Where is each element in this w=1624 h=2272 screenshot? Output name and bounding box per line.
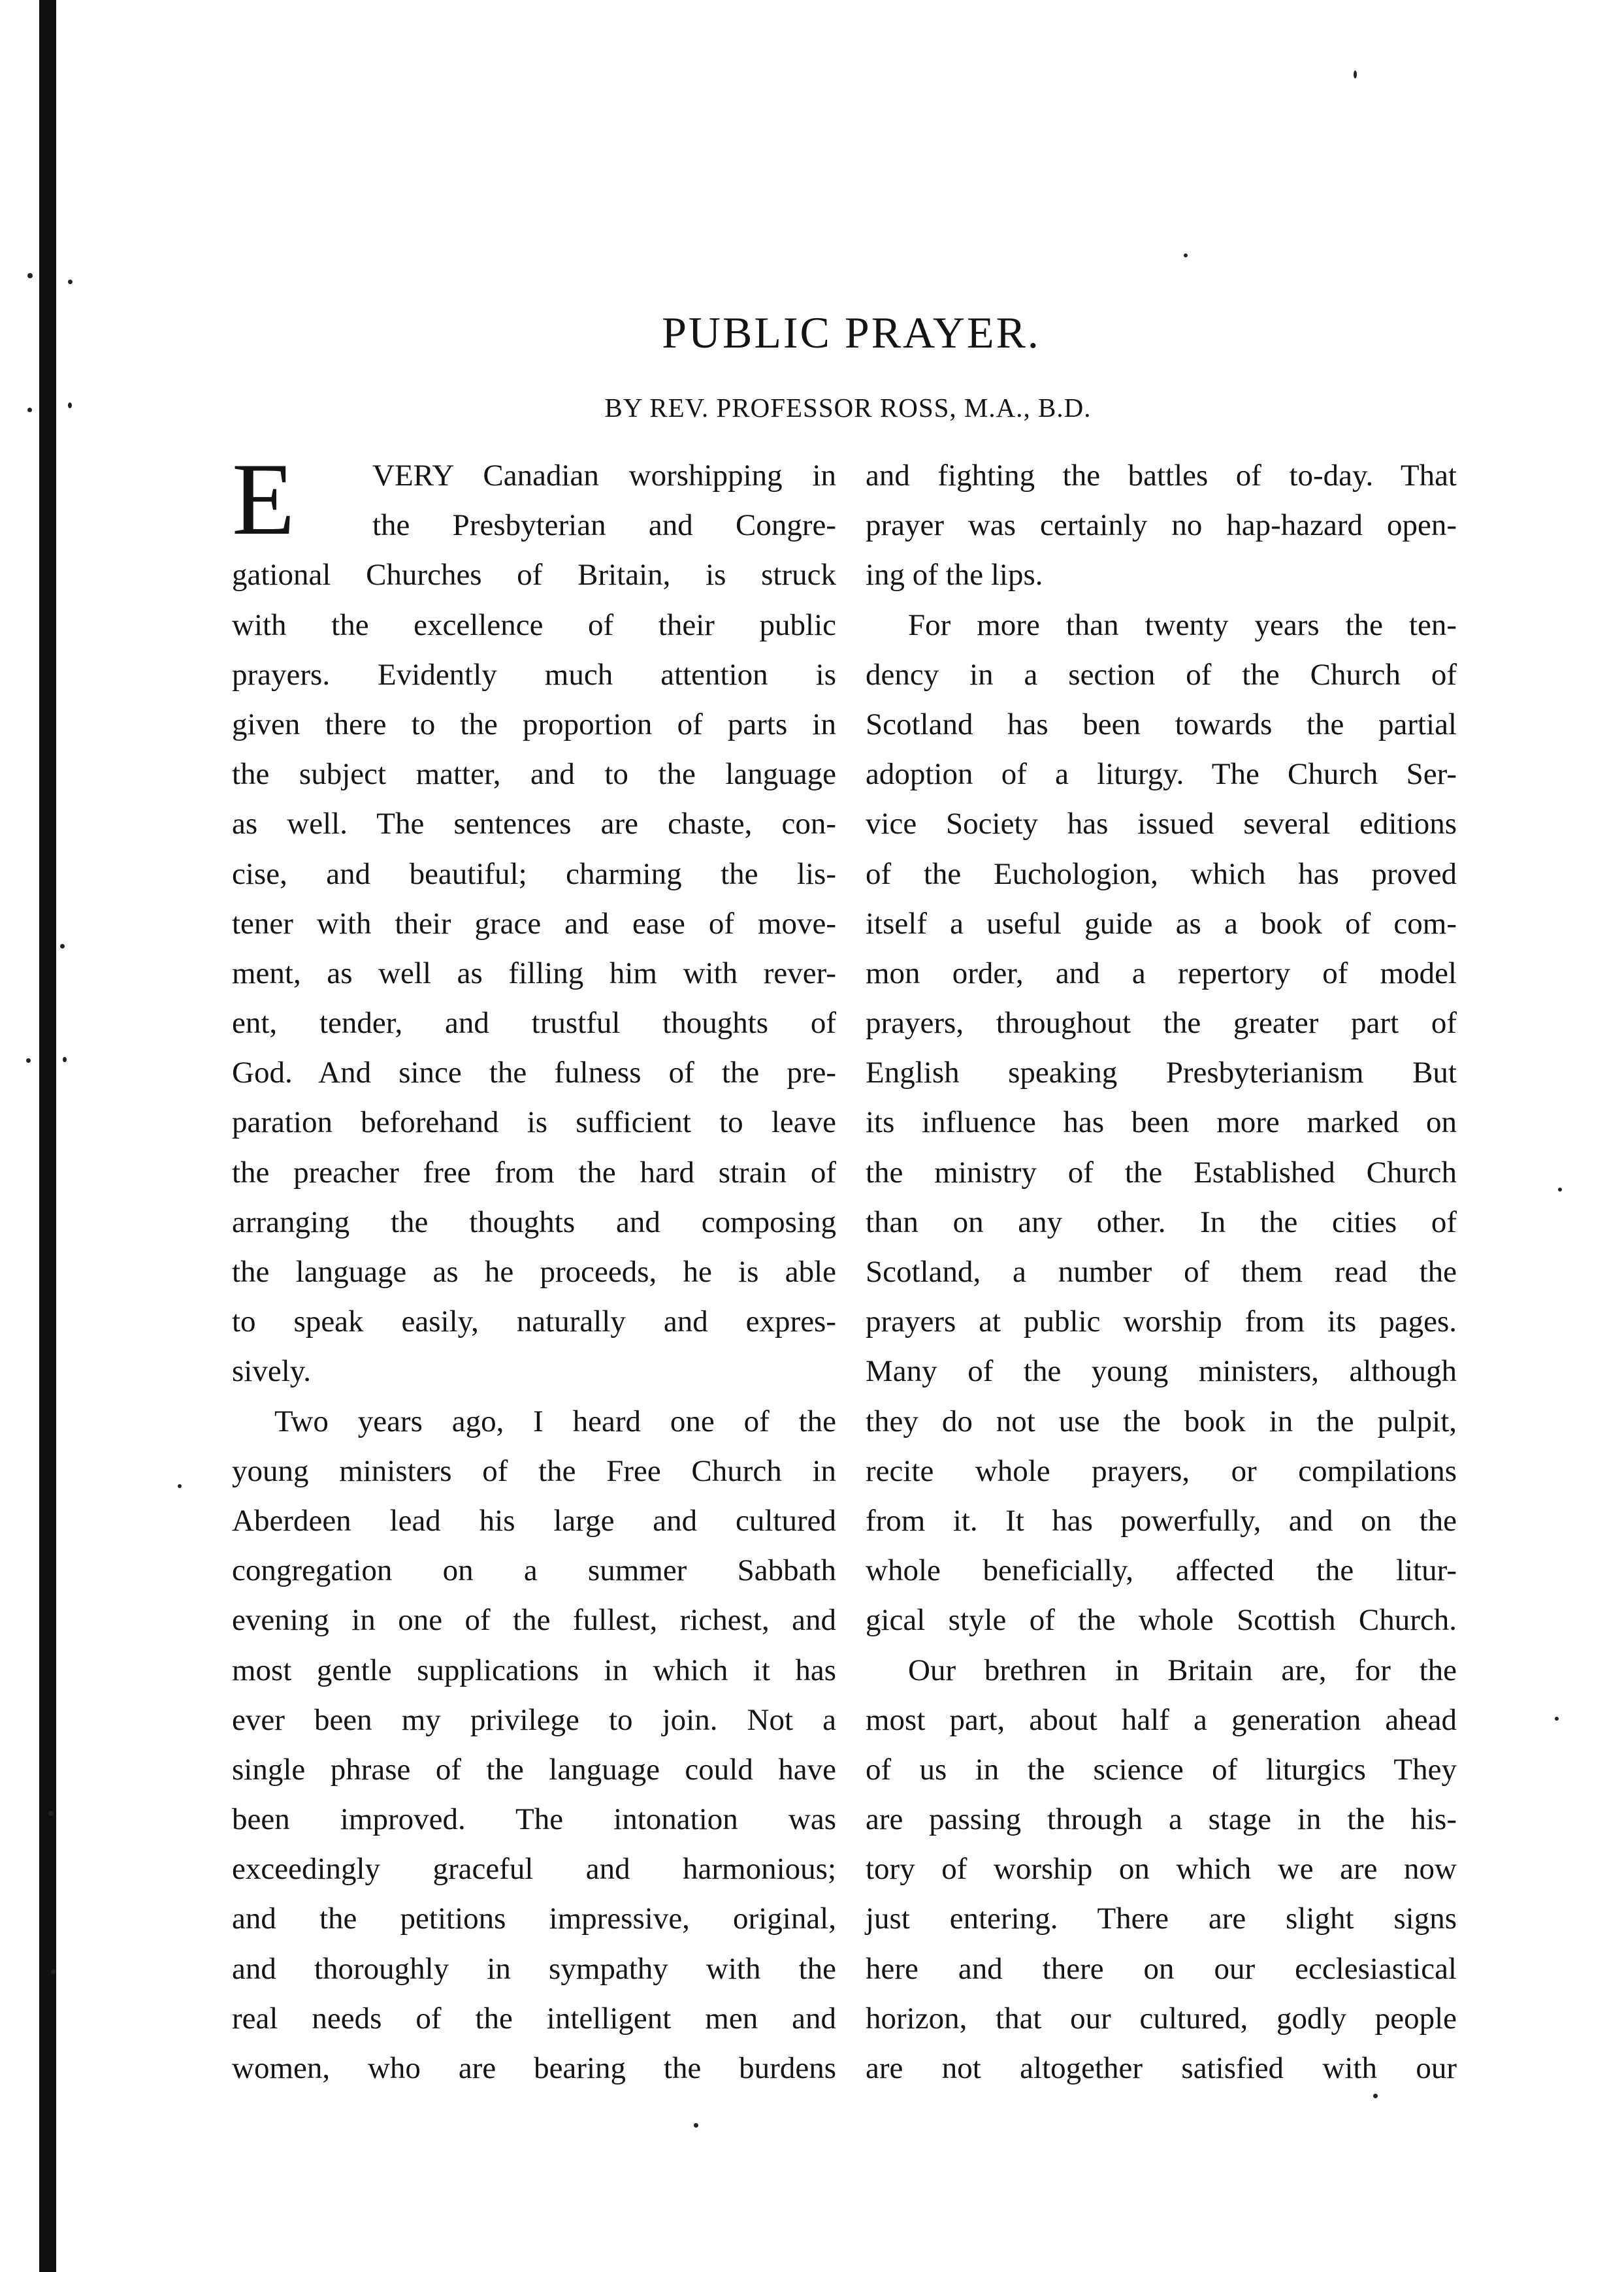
text-line: are not altogether satisfied with our <box>866 2051 1457 2085</box>
text-line: gical style of the whole Scottish Church. <box>866 1603 1457 1638</box>
text-line: most gentle supplications in which it has <box>232 1653 836 1687</box>
text-line: the language as he proceeds, he is able <box>232 1255 836 1289</box>
text-line: Scotland has been towards the partial <box>866 707 1457 741</box>
scan-speck <box>26 1058 31 1063</box>
text-line: the Presbyterian and Congre- <box>372 508 836 543</box>
left-column <box>232 442 836 2093</box>
text-line: prayers at public worship from its pages. <box>866 1305 1457 1339</box>
text-line: most part, about half a generation ahead <box>866 1702 1457 1737</box>
text-line: as well. The sentences are chaste, con- <box>232 807 836 841</box>
text-line: itself a useful guide as a book of com- <box>866 906 1457 941</box>
text-line: the subject matter, and to the language <box>232 757 836 792</box>
text-line: given there to the proportion of parts in <box>232 707 836 741</box>
text-line: prayers, throughout the greater part of <box>866 1006 1457 1041</box>
text-line: God. And since the fulness of the pre- <box>232 1056 836 1090</box>
article-title: PUBLIC PRAYER. <box>662 308 1041 357</box>
text-line: they do not use the book in the pulpit, <box>866 1404 1457 1438</box>
text-line: single phrase of the language could have <box>232 1752 836 1787</box>
text-line: Our brethren in Britain are, for the <box>908 1653 1457 1687</box>
text-line: adoption of a liturgy. The Church Ser- <box>866 757 1457 792</box>
scan-speck <box>178 1484 182 1488</box>
text-line: real needs of the intelligent men and <box>232 2001 836 2036</box>
text-line: dency in a section of the Church of <box>866 657 1457 692</box>
text-line: than on any other. In the cities of <box>866 1205 1457 1239</box>
text-line: Two years ago, I heard one of the <box>274 1404 836 1438</box>
text-line: English speaking Presbyterianism But <box>866 1056 1457 1090</box>
scan-speck <box>48 1811 54 1816</box>
text-line: its influence has been more marked on <box>866 1105 1457 1140</box>
text-line: of the Euchologion, which has proved <box>866 856 1457 891</box>
text-line: from it. It has powerfully, and on the <box>866 1503 1457 1538</box>
text-line: here and there on our ecclesiastical <box>866 1951 1457 1986</box>
text-line: with the excellence of their public <box>232 608 836 642</box>
text-line: women, who are bearing the burdens <box>232 2051 836 2085</box>
text-line: just entering. There are slight signs <box>866 1902 1457 1936</box>
text-line: and the petitions impressive, original, <box>232 1902 836 1936</box>
text-line: of us in the science of liturgics They <box>866 1752 1457 1787</box>
text-line: whole beneficially, affected the litur- <box>866 1553 1457 1588</box>
text-line: paration beforehand is sufficient to leave <box>232 1105 836 1140</box>
right-column <box>866 451 1457 2093</box>
text-line: arranging the thoughts and composing <box>232 1205 836 1239</box>
text-line: horizon, that our cultured, godly people <box>866 2001 1457 2036</box>
text-line: been improved. The intonation was <box>232 1802 836 1837</box>
text-line: Aberdeen lead his large and cultured <box>232 1503 836 1538</box>
text-line: and fighting the battles of to-day. That <box>866 459 1457 493</box>
text-line: Many of the young ministers, although <box>866 1354 1457 1389</box>
text-line: ing of the lips. <box>866 558 1043 592</box>
scan-speck <box>1558 1188 1562 1192</box>
scan-speck <box>1373 2094 1378 2098</box>
text-line: exceedingly graceful and harmonious; <box>232 1852 836 1887</box>
scan-speck <box>694 2123 698 2128</box>
scan-speck <box>1184 253 1188 257</box>
scan-speck <box>27 273 33 278</box>
text-line: tory of worship on which we are now <box>866 1852 1457 1887</box>
article-byline: BY REV. PROFESSOR ROSS, M.A., B.D. <box>604 393 1092 423</box>
text-line: ever been my privilege to join. Not a <box>232 1702 836 1737</box>
text-line: tener with their grace and ease of move- <box>232 906 836 941</box>
text-line: vice Society has issued several editions <box>866 807 1457 841</box>
scan-speck <box>63 1057 67 1062</box>
text-line: young ministers of the Free Church in <box>232 1453 836 1488</box>
text-line: For more than twenty years the ten- <box>908 608 1457 642</box>
text-line: gational Churches of Britain, is struck <box>232 558 836 592</box>
text-line: the ministry of the Established Church <box>866 1155 1457 1190</box>
scan-speck <box>1354 71 1357 78</box>
text-line: prayers. Evidently much attention is <box>232 657 836 692</box>
text-line: evening in one of the fullest, richest, and <box>232 1603 836 1638</box>
scan-speck <box>60 944 65 949</box>
text-line: prayer was certainly no hap-hazard open- <box>866 508 1457 543</box>
text-line: sively. <box>232 1354 311 1389</box>
scan-speck <box>68 280 73 284</box>
text-line: congregation on a summer Sabbath <box>232 1553 836 1588</box>
text-line: ent, tender, and trustful thoughts of <box>232 1006 836 1041</box>
text-line: and thoroughly in sympathy with the <box>232 1951 836 1986</box>
text-line: are passing through a stage in the his- <box>866 1802 1457 1837</box>
drop-cap: E <box>232 442 295 557</box>
text-line: VERY Canadian worshipping in <box>372 459 836 493</box>
text-line: the preacher free from the hard strain of <box>232 1155 836 1190</box>
text-line: ment, as well as filling him with rever- <box>232 956 836 990</box>
text-line: recite whole prayers, or compilations <box>866 1453 1457 1488</box>
text-line: cise, and beautiful; charming the lis- <box>232 856 836 891</box>
scan-speck <box>51 1970 56 1974</box>
text-line: mon order, and a repertory of model <box>866 956 1457 990</box>
text-line: to speak easily, naturally and expres- <box>232 1305 836 1339</box>
text-line: Scotland, a number of them read the <box>866 1255 1457 1289</box>
scan-speck <box>1555 1717 1559 1721</box>
